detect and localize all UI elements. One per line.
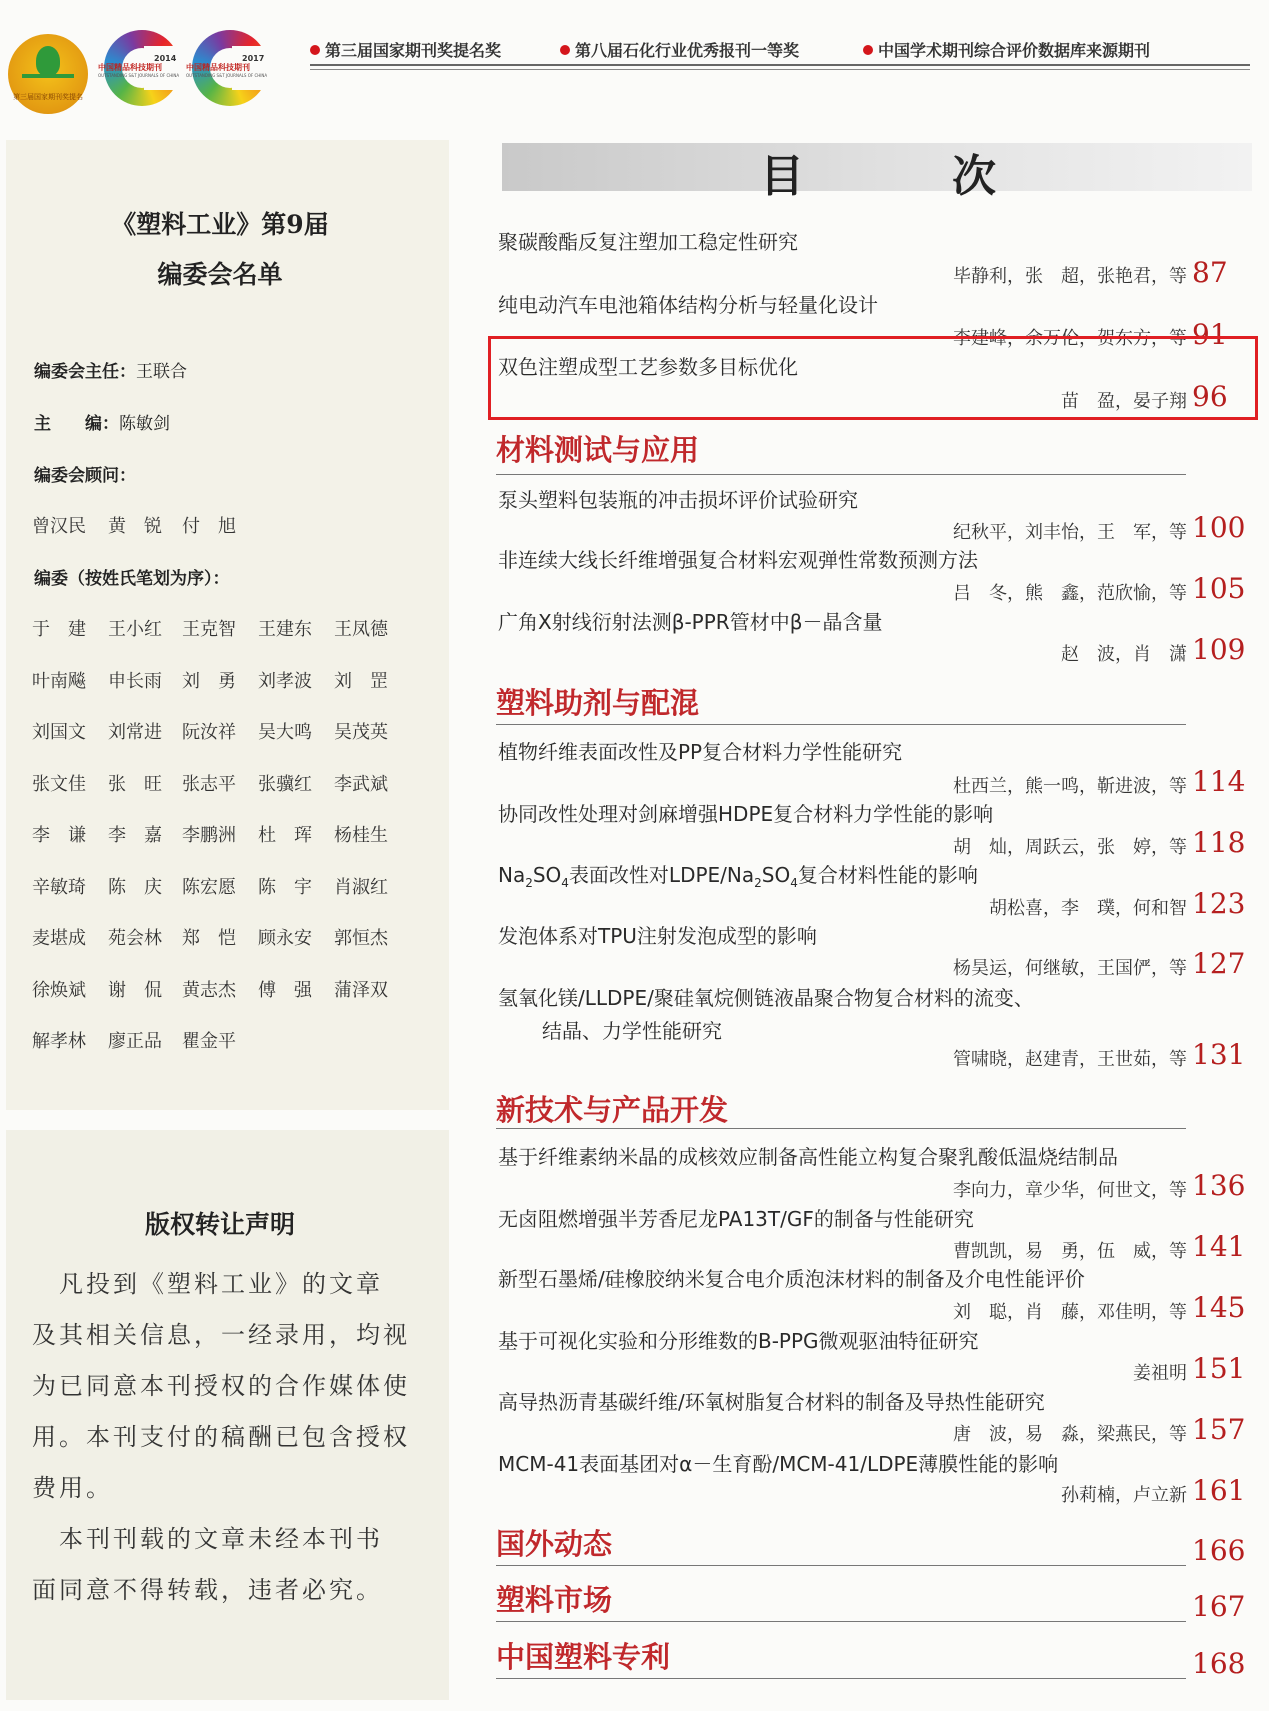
member-name: 王克智	[182, 619, 236, 640]
toc-entry-page[interactable]: 123	[1192, 887, 1246, 920]
outstanding-journal-logo-2017	[184, 26, 280, 116]
book-icon	[22, 74, 74, 90]
section-heading-new-tech[interactable]: 新技术与产品开发	[496, 1093, 729, 1127]
toc-entry-title[interactable]: 基于可视化实验和分形维数的B-PPG微观驱油特征研究	[498, 1329, 979, 1353]
member-name: 郑 恺	[182, 928, 236, 949]
member-name: 王凤德	[334, 619, 388, 640]
toc-entry-authors: 吕 冬，熊 鑫，范欣愉，等	[953, 583, 1187, 604]
board-title-line1: 《塑料工业》第9届	[111, 210, 329, 239]
board-director: 编委会主任：王联合	[34, 362, 187, 382]
section-rule	[496, 1678, 1186, 1679]
member-name: 陈 庆	[108, 876, 162, 898]
section-rule	[496, 1565, 1186, 1566]
member-name: 李武斌	[334, 773, 388, 795]
copyright-line: 为已同意本刊授权的合作媒体使	[32, 1372, 410, 1400]
toc-entry-page[interactable]: 131	[1192, 1038, 1246, 1071]
toc-entry-page[interactable]: 141	[1192, 1230, 1246, 1263]
toc-entry-authors: 赵 波，肖 潇	[1061, 644, 1187, 665]
toc-entry-title[interactable]: $Na_2SO_4$表面改性对LDPE/$Na_2SO_4$复合材料性能的影响	[498, 863, 978, 890]
red-dot-icon	[560, 45, 570, 55]
member-name: 杜 珲	[258, 825, 312, 846]
logo-year: 2017	[242, 54, 265, 63]
logo-year: 2014	[154, 54, 177, 63]
toc-entry-page[interactable]: 96	[1192, 380, 1228, 413]
journal-header	[0, 0, 1269, 120]
member-name: 陈宏愿	[182, 876, 236, 898]
logo-english: OUTSTANDING S&T JOURNALS OF CHINA	[98, 73, 180, 78]
toc-entry-page[interactable]: 145	[1192, 1291, 1246, 1324]
outstanding-journal-logo-2014	[96, 26, 192, 116]
toc-entry-page[interactable]: 136	[1192, 1169, 1246, 1202]
section-heading-additives[interactable]: 塑料助剂与配混	[496, 686, 700, 720]
toc-entry-authors: 李向力，章少华，何世文，等	[953, 1180, 1187, 1201]
member-name: 陈 宇	[258, 876, 312, 898]
member-name: 傅 强	[258, 979, 312, 1001]
logo-english: OUTSTANDING S&T JOURNALS OF CHINA	[186, 73, 268, 78]
member-name: 刘 勇	[182, 670, 236, 692]
toc-title-band	[502, 143, 1252, 191]
toc-entry-title[interactable]: 协同改性处理对剑麻增强HDPE复合材料力学性能的影响	[498, 802, 994, 826]
toc-entry-title[interactable]: 基于纤维素纳米晶的成核效应制备高性能立构复合聚乳酸低温烧结制品	[498, 1145, 1118, 1169]
toc-entry-page[interactable]: 166	[1192, 1534, 1246, 1567]
copyright-title: 版权转让声明	[144, 1210, 295, 1239]
logo-name: 中国精品科技期刊	[186, 63, 250, 72]
toc-entry-title[interactable]: 非连续大线长纤维增强复合材料宏观弹性常数预测方法	[498, 548, 978, 572]
board-members-label: 编委（按姓氏笔划为序）：	[34, 569, 230, 589]
member-name: 刘常进	[108, 722, 162, 743]
toc-entry-page[interactable]: 157	[1192, 1413, 1246, 1446]
toc-entry-authors: 孙莉楠，卢立新	[1061, 1485, 1187, 1506]
member-name: 叶南飚	[32, 670, 86, 692]
member-name: 刘 罡	[334, 670, 388, 692]
toc-entry-title[interactable]: 广角X射线衍射法测β-PPR管材中β－晶含量	[498, 610, 883, 634]
section-heading-patents[interactable]: 中国塑料专利	[496, 1640, 671, 1674]
member-name: 徐焕斌	[32, 979, 86, 1001]
member-name: 于 建	[32, 619, 86, 640]
member-name: 麦堪成	[32, 928, 86, 949]
toc-entry-page[interactable]: 161	[1192, 1474, 1246, 1507]
advisor-name: 曾汉民	[32, 516, 86, 537]
member-name: 张 旺	[108, 773, 162, 795]
toc-entry-page[interactable]: 91	[1192, 318, 1228, 351]
section-rule	[496, 474, 1186, 475]
member-name: 解孝林	[32, 1031, 86, 1052]
board-editor: 主 编：陈敏剑	[34, 414, 170, 434]
section-heading-testing[interactable]: 材料测试与应用	[496, 433, 700, 467]
award-item: 中国学术期刊综合评价数据库来源期刊	[863, 38, 1150, 61]
toc-entry-authors: 曹凯凯，易 勇，伍 威，等	[953, 1241, 1187, 1262]
copyright-line: 本刊刊载的文章未经本刊书	[32, 1525, 383, 1553]
copyright-line: 面同意不得转载，违者必究。	[32, 1576, 383, 1604]
national-journal-award-logo	[8, 34, 88, 114]
leaf-icon	[36, 46, 60, 76]
toc-entry-page[interactable]: 114	[1192, 765, 1246, 798]
member-name: 瞿金平	[182, 1031, 236, 1052]
toc-entry-authors: 毕静利，张 超，张艳君，等	[953, 266, 1187, 287]
toc-entry-page[interactable]: 105	[1192, 572, 1246, 605]
member-name: 张骥红	[258, 773, 312, 795]
member-name: 辛敏琦	[32, 876, 86, 898]
award-item: 第三届国家期刊奖提名奖	[310, 38, 501, 61]
member-name: 王小红	[108, 619, 162, 640]
toc-entry-title[interactable]: 双色注塑成型工艺参数多目标优化	[498, 355, 798, 379]
toc-entry-authors: 姜祖明	[1133, 1363, 1187, 1384]
toc-entry-title[interactable]: 无卤阻燃增强半芳香尼龙PA13T/GF的制备与性能研究	[498, 1207, 974, 1231]
member-name: 廖正品	[108, 1031, 162, 1052]
member-name: 谢 侃	[108, 979, 162, 1001]
member-name: 刘国文	[32, 722, 86, 743]
section-heading-market[interactable]: 塑料市场	[496, 1583, 613, 1617]
toc-entry-authors: 刘 聪，肖 藤，邓佳明，等	[953, 1302, 1187, 1323]
toc-entry-title-continued[interactable]: 结晶、力学性能研究	[542, 1019, 722, 1043]
red-dot-icon	[863, 45, 873, 55]
toc-title: 目	[760, 151, 804, 202]
copyright-line: 用。本刊支付的稿酬已包含授权	[32, 1423, 410, 1451]
toc-entry-authors: 纪秋平，刘丰怡，王 军，等	[953, 522, 1187, 543]
header-rule	[310, 64, 1250, 66]
member-name: 申长雨	[108, 670, 162, 692]
toc-entry-page[interactable]: 151	[1192, 1352, 1246, 1385]
member-name: 杨桂生	[334, 825, 388, 846]
logo-caption: 第三届国家期刊奖提名	[13, 93, 83, 101]
toc-title: 次	[952, 151, 996, 202]
member-name: 顾永安	[258, 928, 312, 949]
member-name: 黄志杰	[182, 979, 236, 1001]
toc-entry-authors: 杜西兰，熊一鸣，靳进波，等	[953, 776, 1187, 797]
section-rule	[496, 724, 1186, 725]
toc-entry-page[interactable]: 167	[1192, 1590, 1246, 1623]
toc-entry-authors: 胡 灿，周跃云，张 婷，等	[953, 837, 1187, 858]
section-rule	[496, 1621, 1186, 1622]
toc-entry-title[interactable]: 泵头塑料包装瓶的冲击损坏评价试验研究	[498, 488, 858, 512]
toc-entry-title[interactable]: 高导热沥青基碳纤维/环氧树脂复合材料的制备及导热性能研究	[498, 1390, 1045, 1414]
toc-entry-title[interactable]: MCM-41表面基团对α－生育酚/MCM-41/LDPE薄膜性能的影响	[498, 1452, 1059, 1476]
toc-entry-title[interactable]: 新型石墨烯/硅橡胶纳米复合电介质泡沫材料的制备及介电性能评价	[498, 1267, 1085, 1291]
toc-entry-page[interactable]: 168	[1192, 1647, 1246, 1680]
toc-entry-authors: 杨昊运，何继敏，王国俨，等	[953, 958, 1187, 979]
toc-entry-title[interactable]: 纯电动汽车电池箱体结构分析与轻量化设计	[498, 293, 878, 317]
member-name: 吴茂英	[334, 722, 388, 743]
member-name: 李鹏洲	[182, 825, 236, 846]
logo-name: 中国精品科技期刊	[98, 63, 162, 72]
member-name: 张志平	[182, 773, 236, 795]
toc-entry-title[interactable]: 发泡体系对TPU注射发泡成型的影响	[498, 924, 817, 948]
copyright-line: 凡投到《塑料工业》的文章	[32, 1270, 383, 1298]
toc-entry-page[interactable]: 87	[1192, 256, 1228, 289]
toc-entry-title[interactable]: 氢氧化镁/LLDPE/聚硅氧烷侧链液晶聚合物复合材料的流变、	[498, 986, 1034, 1010]
member-name: 郭恒杰	[334, 928, 388, 949]
member-name: 张文佳	[32, 773, 86, 795]
section-heading-overseas[interactable]: 国外动态	[496, 1527, 613, 1561]
toc-entry-page[interactable]: 127	[1192, 947, 1246, 980]
member-name: 李 嘉	[108, 825, 162, 846]
red-dot-icon	[310, 45, 320, 55]
member-name: 肖淑红	[334, 876, 388, 898]
toc-entry-page[interactable]: 118	[1192, 826, 1246, 859]
toc-entry-title[interactable]: 植物纤维表面改性及PP复合材料力学性能研究	[498, 740, 903, 764]
board-title-line2: 编委会名单	[157, 260, 283, 289]
member-name: 苑会林	[108, 928, 162, 949]
advisor-name: 黄 锐	[108, 516, 162, 537]
member-name: 刘孝波	[258, 670, 312, 692]
member-name: 李 谦	[32, 825, 86, 846]
toc-entry-authors: 胡松喜，李 璞，何和智	[989, 898, 1187, 919]
toc-entry-page[interactable]: 109	[1192, 633, 1246, 666]
member-name: 吴大鸣	[258, 722, 312, 743]
member-name: 王建东	[258, 619, 312, 640]
toc-entry-title[interactable]: 聚碳酸酯反复注塑加工稳定性研究	[498, 230, 798, 254]
board-advisors-label: 编委会顾问：	[34, 466, 136, 486]
toc-entry-authors: 唐 波，易 淼，梁燕民，等	[953, 1424, 1187, 1445]
toc-entry-authors: 管啸晓，赵建青，王世茹，等	[953, 1049, 1187, 1070]
copyright-line: 及其相关信息，一经录用，均视	[32, 1321, 410, 1349]
member-name: 阮汝祥	[182, 722, 236, 743]
header-rule	[310, 69, 1250, 70]
member-name: 蒲泽双	[334, 979, 388, 1001]
award-item: 第八届石化行业优秀报刊一等奖	[560, 38, 799, 61]
awards-bar	[310, 38, 1250, 62]
toc-entry-page[interactable]: 100	[1192, 511, 1246, 544]
section-rule	[496, 1128, 1186, 1129]
copyright-line: 费用。	[32, 1474, 113, 1502]
highlight-box	[488, 336, 1258, 420]
advisor-name: 付 旭	[182, 516, 236, 537]
toc-entry-authors: 苗 盈，晏子翔	[1061, 391, 1187, 412]
toc-entry-authors: 李建峰，余万伦，贺东方，等	[953, 328, 1187, 349]
